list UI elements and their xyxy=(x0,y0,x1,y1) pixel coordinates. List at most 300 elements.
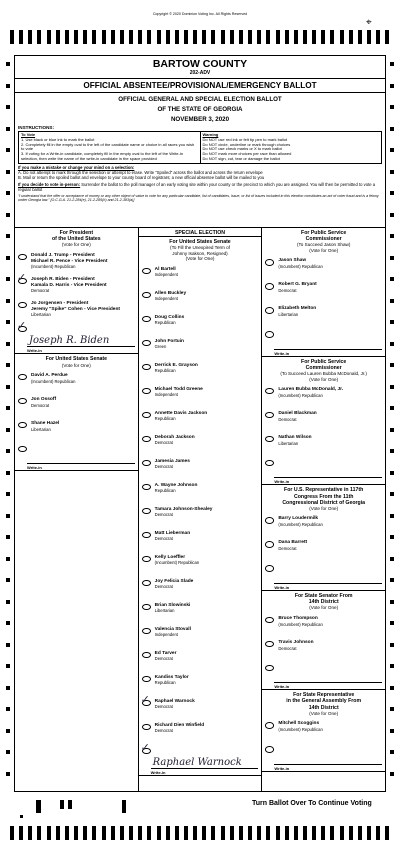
timing-mark xyxy=(47,30,51,44)
side-timing-mark xyxy=(390,256,394,260)
warning-item: Do NOT use check marks or X to mark ballot xyxy=(202,146,282,152)
candidate-party: Republican xyxy=(154,680,176,686)
candidate-option[interactable] xyxy=(262,408,385,432)
race xyxy=(262,591,385,690)
candidate-name: Brian Slowinski xyxy=(154,602,191,608)
ballot-column xyxy=(139,228,263,792)
candidate-party: Republican xyxy=(154,416,176,422)
timing-mark xyxy=(193,826,197,840)
candidate-party: Republican xyxy=(154,368,176,374)
timing-mark xyxy=(349,826,353,840)
race-title: For United States Senate xyxy=(45,356,108,363)
timing-mark xyxy=(266,30,270,44)
candidate-option[interactable] xyxy=(262,432,385,456)
write-in-option[interactable] xyxy=(262,742,385,756)
candidate-party: Democrat xyxy=(154,728,173,734)
candidate-option[interactable] xyxy=(139,336,262,360)
candidate-name: Dana Barrett xyxy=(278,540,308,546)
candidate-option[interactable] xyxy=(262,718,385,742)
candidate-option[interactable] xyxy=(15,274,138,298)
candidate-party: Democrat xyxy=(278,645,297,651)
side-timing-mark xyxy=(390,105,394,109)
timing-mark xyxy=(10,30,14,44)
timing-mark xyxy=(294,826,298,840)
candidate-option[interactable] xyxy=(139,624,262,648)
side-timing-mark xyxy=(390,62,394,66)
candidate-name: Jo Jorgensen - President xyxy=(31,300,89,306)
timing-mark xyxy=(340,30,344,44)
timing-mark xyxy=(211,30,215,44)
timing-mark xyxy=(276,826,280,840)
timing-mark xyxy=(157,826,161,840)
candidate-party: Democrat xyxy=(154,584,173,590)
candidate-option[interactable] xyxy=(139,600,262,624)
candidate-party: Libertarian xyxy=(154,608,175,614)
vote-oval[interactable] xyxy=(142,700,151,707)
vote-oval[interactable] xyxy=(142,340,151,347)
write-in-option[interactable] xyxy=(262,327,385,341)
write-in-option[interactable] xyxy=(15,322,138,336)
side-timing-mark xyxy=(390,471,394,475)
write-in-option[interactable] xyxy=(139,744,262,758)
vote-oval[interactable] xyxy=(265,436,274,443)
candidate-option[interactable] xyxy=(262,384,385,408)
vote-oval[interactable] xyxy=(265,460,274,467)
candidate-party: Independent xyxy=(154,296,178,302)
side-timing-mark xyxy=(390,449,394,453)
vote-oval[interactable] xyxy=(142,268,151,275)
ballot-column xyxy=(15,228,139,792)
vote-oval[interactable] xyxy=(265,641,274,648)
candidate-party: Republican xyxy=(154,488,176,494)
timing-mark xyxy=(83,30,87,44)
timing-mark xyxy=(230,826,234,840)
timing-mark xyxy=(367,826,371,840)
mistake-b: B. Mail or return the spoiled ballot and envelope to your county board of registrars; a new official absentee ballot will be mailed to you xyxy=(18,174,265,180)
candidate-option[interactable] xyxy=(139,672,262,696)
timing-mark xyxy=(303,30,307,44)
side-timing-mark xyxy=(390,492,394,496)
side-timing-mark xyxy=(390,772,394,776)
vote-oval[interactable] xyxy=(18,398,27,405)
side-timing-mark xyxy=(6,342,10,346)
race xyxy=(262,485,385,591)
candidate-name: Tamara Johnson-Shealey xyxy=(154,506,213,512)
side-timing-mark xyxy=(390,535,394,539)
candidate-name: Ed Tarver xyxy=(154,650,177,656)
vote-oval[interactable] xyxy=(142,292,151,299)
candidate-party: Democrat xyxy=(154,464,173,470)
vote-oval[interactable] xyxy=(18,326,27,333)
ballot-sheet xyxy=(14,55,386,792)
vote-oval[interactable] xyxy=(265,412,274,419)
timing-mark xyxy=(166,826,170,840)
write-in-line: Write-in xyxy=(27,346,135,353)
candidate-option[interactable] xyxy=(139,648,262,672)
write-in-option[interactable] xyxy=(262,661,385,675)
timing-mark xyxy=(303,826,307,840)
in-person-text: Surrender the ballot to the poll manager of an early voting site within your county or the precinct to which you are assigned. You will then be permitted to vote a regular ballot xyxy=(18,181,376,192)
candidate-option[interactable] xyxy=(262,637,385,661)
timing-mark xyxy=(138,826,142,840)
candidate-option[interactable] xyxy=(139,696,262,720)
vote-oval[interactable] xyxy=(142,652,151,659)
vote-oval[interactable] xyxy=(142,412,151,419)
race-subtitle: (To Succeed Jason Shaw) (Vote for One) xyxy=(296,242,351,253)
race-subtitle: (To Succeed Lauren Bubba McDonald, Jr.) (Vote for One) xyxy=(280,371,367,382)
race xyxy=(139,228,262,237)
timing-mark xyxy=(147,30,151,44)
vote-oval[interactable] xyxy=(142,436,151,443)
side-timing-mark xyxy=(6,664,10,668)
timing-mark xyxy=(312,30,316,44)
side-timing-mark xyxy=(390,148,394,152)
vote-oval[interactable] xyxy=(265,665,274,672)
candidate-name: Jason Shaw xyxy=(278,258,307,264)
side-timing-mark xyxy=(6,492,10,496)
side-timing-mark xyxy=(390,299,394,303)
side-timing-mark xyxy=(390,643,394,647)
timing-mark xyxy=(74,30,78,44)
candidate-name: Nathan Wilson xyxy=(278,434,312,440)
candidate-name: Raphael Warnock xyxy=(154,698,195,704)
candidate-party: Independent xyxy=(154,632,178,638)
vote-oval[interactable] xyxy=(265,746,274,753)
side-timing-mark xyxy=(6,127,10,131)
candidate-name: Deborah Jackson xyxy=(154,434,195,440)
bottom-timing-marks xyxy=(10,826,390,840)
candidate-party: Independent xyxy=(154,272,178,278)
timing-mark xyxy=(285,30,289,44)
vote-oval[interactable] xyxy=(142,556,151,563)
vote-oval[interactable] xyxy=(18,422,27,429)
vote-oval[interactable] xyxy=(18,302,27,309)
timing-mark xyxy=(129,826,133,840)
timing-mark xyxy=(28,30,32,44)
candidate-option[interactable] xyxy=(139,432,262,456)
race xyxy=(262,357,385,486)
candidate-name: Joseph R. Biden - President xyxy=(31,276,95,282)
candidate-option[interactable] xyxy=(139,576,262,600)
candidate-party: Democrat xyxy=(154,704,173,710)
candidate-option[interactable] xyxy=(139,552,262,576)
timing-mark xyxy=(358,826,362,840)
timing-mark xyxy=(37,826,41,840)
timing-mark xyxy=(28,826,32,840)
candidate-name: Allen Buckley xyxy=(154,290,187,296)
side-timing-mark xyxy=(6,256,10,260)
candidate-name: Shane Hazel xyxy=(31,420,60,426)
side-timing-mark xyxy=(6,643,10,647)
candidate-option[interactable] xyxy=(139,288,262,312)
vote-oval[interactable] xyxy=(18,374,27,381)
vote-oval[interactable] xyxy=(265,517,274,524)
timing-mark xyxy=(230,30,234,44)
vote-oval[interactable] xyxy=(142,580,151,587)
timing-mark xyxy=(276,30,280,44)
candidate-option[interactable] xyxy=(139,720,262,744)
candidate-name: Bruce Thompson xyxy=(278,615,318,621)
candidate-option[interactable] xyxy=(139,384,262,408)
candidate-party: Libertarian xyxy=(31,312,51,318)
timing-mark xyxy=(102,826,106,840)
in-person-heading: If you decide to vote in-person: xyxy=(18,181,81,187)
vote-oval[interactable] xyxy=(265,722,274,729)
candidate-name: Robert G. Bryant xyxy=(278,282,317,288)
side-timing-mark xyxy=(390,514,394,518)
candidate-name: Kelly Loeffler xyxy=(154,554,186,560)
candidate-party: (Incumbent) Republican xyxy=(278,522,323,528)
candidate-option[interactable] xyxy=(139,360,262,384)
side-timing-mark xyxy=(6,750,10,754)
timing-mark xyxy=(56,826,60,840)
vote-oval[interactable] xyxy=(265,388,274,395)
vote-oval[interactable] xyxy=(265,283,274,290)
side-timing-mark xyxy=(6,428,10,432)
side-timing-mark xyxy=(6,84,10,88)
side-timing-mark xyxy=(390,428,394,432)
vote-oval[interactable] xyxy=(142,628,151,635)
timing-mark xyxy=(349,30,353,44)
timing-mark xyxy=(92,30,96,44)
side-timing-mark xyxy=(390,557,394,561)
timing-mark xyxy=(367,30,371,44)
race-subtitle: (Vote for One) xyxy=(309,605,339,611)
side-timing-mark xyxy=(6,170,10,174)
candidate-party: Democrat xyxy=(31,288,50,294)
vote-oval[interactable] xyxy=(265,541,274,548)
side-timing-mark xyxy=(390,600,394,604)
write-in-option[interactable] xyxy=(262,456,385,470)
candidate-name: A. Wayne Johnson xyxy=(154,482,198,488)
candidate-party: Democrat xyxy=(154,656,173,662)
footer-mark xyxy=(60,800,64,809)
side-timing-mark xyxy=(6,62,10,66)
candidate-option[interactable] xyxy=(262,255,385,279)
candidate-option[interactable] xyxy=(15,298,138,322)
timing-mark xyxy=(358,30,362,44)
side-timing-mark xyxy=(6,600,10,604)
side-timing-mark xyxy=(390,750,394,754)
side-timing-mark xyxy=(390,277,394,281)
candidate-option[interactable] xyxy=(15,250,138,274)
vote-oval[interactable] xyxy=(142,364,151,371)
footer-mark xyxy=(20,815,23,818)
timing-mark xyxy=(202,826,206,840)
candidate-option[interactable] xyxy=(262,279,385,303)
candidate-name: Annette Davis Jackson xyxy=(154,410,208,416)
candidate-option[interactable] xyxy=(262,303,385,327)
side-timing-mark xyxy=(6,148,10,152)
vote-oval[interactable] xyxy=(265,565,274,572)
ballot-title: OFFICIAL ABSENTEE/PROVISIONAL/EMERGENCY BALLOT xyxy=(15,78,385,93)
timing-mark xyxy=(385,30,389,44)
timing-mark xyxy=(330,826,334,840)
timing-mark xyxy=(239,30,243,44)
side-timing-mark xyxy=(6,471,10,475)
vote-oval[interactable] xyxy=(142,508,151,515)
candidate-option[interactable] xyxy=(139,264,262,288)
timing-mark xyxy=(221,826,225,840)
vote-oval[interactable] xyxy=(142,460,151,467)
side-timing-mark xyxy=(6,707,10,711)
vote-oval[interactable] xyxy=(265,331,274,338)
side-timing-mark xyxy=(390,578,394,582)
side-timing-mark xyxy=(6,105,10,109)
timing-mark xyxy=(147,826,151,840)
candidate-option[interactable] xyxy=(15,418,138,442)
vote-oval[interactable] xyxy=(142,484,151,491)
vote-oval[interactable] xyxy=(142,532,151,539)
footer-mark xyxy=(68,800,72,809)
copyright-notice: Copyright © 2020 Dominion Voting Inc. All Rights Reserved xyxy=(152,12,248,16)
vote-step: 3. If voting for a Write-in candidate, completely fill in the empty oval to the left of the Write-In selection, then write the name of the write-in candidate in the space provided xyxy=(21,151,184,161)
side-timing-mark xyxy=(6,406,10,410)
ballot-subtitle-2: OF THE STATE OF GEORGIA xyxy=(157,106,243,113)
timing-mark xyxy=(166,30,170,44)
vote-oval[interactable] xyxy=(142,604,151,611)
race-subtitle: (Vote for One) xyxy=(61,362,91,368)
candidate-option[interactable] xyxy=(139,504,262,528)
timing-mark xyxy=(294,30,298,44)
vote-oval[interactable] xyxy=(142,676,151,683)
ballot-column xyxy=(262,228,385,792)
candidate-party: (Incumbent) Republican xyxy=(31,378,76,384)
timing-mark xyxy=(19,826,23,840)
candidate-party: Libertarian xyxy=(278,312,299,318)
write-in-option[interactable] xyxy=(262,561,385,575)
handwritten-write-in: Joseph R. Biden xyxy=(29,335,110,347)
timing-mark xyxy=(111,30,115,44)
timing-mark xyxy=(111,826,115,840)
candidate-name: Richard Dien Winfield xyxy=(154,722,205,728)
candidate-option[interactable] xyxy=(139,312,262,336)
candidate-name: Al Bartell xyxy=(154,266,176,272)
side-timing-mark xyxy=(6,320,10,324)
timing-mark xyxy=(239,826,243,840)
timing-mark xyxy=(321,30,325,44)
vote-oval[interactable] xyxy=(142,388,151,395)
race-subtitle: (To Fill the Unexpired Term of Johnny Isakson, Resigned) (Vote for One) xyxy=(170,245,230,262)
timing-mark xyxy=(65,826,69,840)
timing-mark xyxy=(74,826,78,840)
vote-oval[interactable] xyxy=(18,278,27,285)
side-timing-mark xyxy=(390,621,394,625)
county-name: BARTOW COUNTY xyxy=(152,58,248,70)
candidate-party: Green xyxy=(154,344,167,350)
candidate-party: (Incumbent) Republican xyxy=(278,392,323,398)
timing-mark xyxy=(248,826,252,840)
race-title: For President of the United States xyxy=(51,230,101,243)
candidate-name: Derrick E. Grayson xyxy=(154,362,198,368)
race-subtitle: (Vote for One) xyxy=(309,506,339,512)
vote-oval[interactable] xyxy=(142,748,151,755)
candidate-party: Libertarian xyxy=(278,440,299,446)
candidate-name: Donald J. Trump - President xyxy=(31,252,95,258)
candidate-option[interactable] xyxy=(262,613,385,637)
timing-mark xyxy=(321,826,325,840)
candidate-option[interactable] xyxy=(262,513,385,537)
timing-mark xyxy=(102,30,106,44)
turn-over-notice: Turn Ballot Over To Continue Voting xyxy=(252,800,372,807)
candidate-party: Democrat xyxy=(154,536,173,542)
vote-oval[interactable] xyxy=(18,446,27,453)
timing-mark xyxy=(175,30,179,44)
candidate-option[interactable] xyxy=(15,394,138,418)
candidate-option[interactable] xyxy=(15,370,138,394)
side-timing-mark xyxy=(390,385,394,389)
side-timing-mark xyxy=(390,686,394,690)
timing-mark xyxy=(56,30,60,44)
side-timing-mark xyxy=(6,621,10,625)
candidate-running-mate: Michael R. Pence - Vice President xyxy=(31,258,108,264)
race-title: For U.S. Representative in 117th Congress From the 11th Congressional District of Georgia xyxy=(282,487,366,506)
candidate-option[interactable] xyxy=(139,408,262,432)
timing-mark xyxy=(376,826,380,840)
to-vote-heading: To Vote xyxy=(21,132,36,137)
timing-mark xyxy=(221,30,225,44)
candidate-name: John Fortuin xyxy=(154,338,184,344)
timing-mark xyxy=(257,30,261,44)
race-title: For Public Service Commissioner xyxy=(301,230,347,243)
candidate-party: Democrat xyxy=(278,416,297,422)
candidate-option[interactable] xyxy=(139,480,262,504)
side-timing-mark xyxy=(390,707,394,711)
race xyxy=(15,228,138,354)
timing-mark xyxy=(193,30,197,44)
vote-oval[interactable] xyxy=(18,254,27,261)
candidate-party: Democrat xyxy=(278,288,297,294)
handwritten-write-in: Raphael Warnock xyxy=(152,757,242,769)
side-timing-mark xyxy=(6,578,10,582)
race-title: SPECIAL ELECTION xyxy=(174,230,226,236)
side-timing-mark xyxy=(6,234,10,238)
timing-mark xyxy=(83,826,87,840)
candidate-party: Democrat xyxy=(154,440,173,446)
candidate-name: Kandiss Taylor xyxy=(154,674,189,680)
vote-oval[interactable] xyxy=(265,307,274,314)
side-timing-mark xyxy=(390,406,394,410)
timing-mark xyxy=(202,30,206,44)
race-subtitle: (Vote for One) xyxy=(309,710,339,716)
candidate-name: Travis Johnson xyxy=(278,639,314,645)
candidate-name: Lauren Bubba McDonald, Jr. xyxy=(278,386,344,392)
ballot-subtitle-1: OFFICIAL GENERAL AND SPECIAL ELECTION BALLOT xyxy=(118,96,282,103)
vote-oval[interactable] xyxy=(142,316,151,323)
vote-oval[interactable] xyxy=(265,259,274,266)
instructions-heading: INSTRUCTIONS: xyxy=(18,125,54,130)
vote-oval[interactable] xyxy=(142,724,151,731)
vote-oval[interactable] xyxy=(265,617,274,624)
candidate-running-mate: Jeremy "Spike" Cohen - Vice President xyxy=(31,306,120,312)
candidate-option[interactable] xyxy=(262,537,385,561)
timing-mark xyxy=(248,30,252,44)
side-timing-mark xyxy=(390,234,394,238)
candidate-party: Democrat xyxy=(154,512,173,518)
candidate-option[interactable] xyxy=(139,456,262,480)
candidate-party: (Incumbent) Republican xyxy=(278,264,323,270)
candidate-option[interactable] xyxy=(139,528,262,552)
candidate-party: Democrat xyxy=(31,402,50,408)
warning-item: Do NOT mark more choices per race than allowed xyxy=(202,151,292,157)
write-in-option[interactable] xyxy=(15,442,138,456)
candidate-party: Republican xyxy=(154,320,176,326)
vote-step: 1. Use black or blue ink to mark the ballot xyxy=(21,136,95,142)
race-title: For Public Service Commissioner xyxy=(301,358,347,371)
timing-mark xyxy=(340,826,344,840)
candidate-name: David A. Perdue xyxy=(31,372,68,378)
warning-item: Do NOT use red ink or felt tip pen to mark ballot xyxy=(202,136,288,142)
